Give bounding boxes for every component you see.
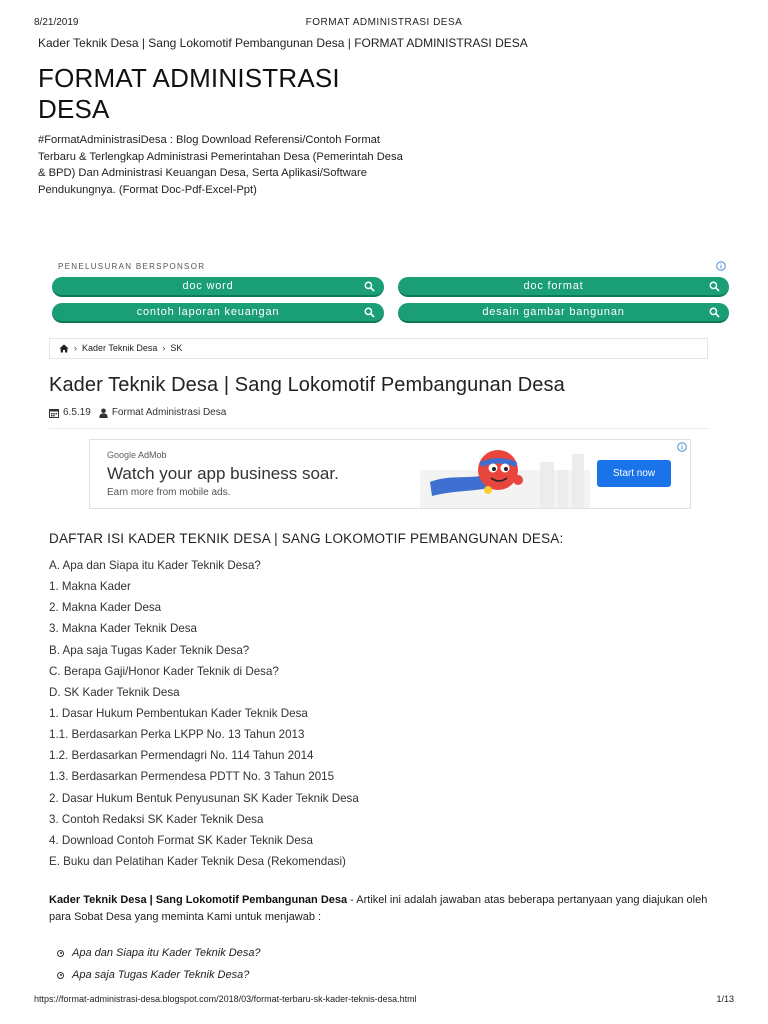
post-title: Kader Teknik Desa | Sang Lokomotif Pembangunan Desa [49,374,565,396]
info-icon[interactable] [716,261,726,271]
search-icon [364,281,375,292]
admob-logo [107,450,167,460]
search-icon [364,307,375,318]
toc-item[interactable]: 2. Dasar Hukum Bentuk Penyusunan SK Kader Teknik Desa [49,791,359,805]
circle-bullet-icon [57,950,64,957]
breadcrumb-item-sk[interactable]: SK [170,343,183,353]
sponsored-search-label: doc word [182,280,234,292]
print-header-title: FORMAT ADMINISTRASI DESA [305,17,463,28]
flying-mascot-illustration [420,440,590,509]
toc-item[interactable]: 1.2. Berdasarkan Permendagri No. 114 Tahun 2014 [49,749,314,763]
admob-advertisement[interactable] [89,439,691,509]
toc-item[interactable]: A. Apa dan Siapa itu Kader Teknik Desa? [49,559,261,572]
sponsored-search-contoh-laporan-keuangan[interactable] [52,303,384,323]
ad-headline[interactable]: Watch your app business soar. [107,464,339,483]
blog-title-line2: DESA [38,94,110,124]
list-item [57,964,261,986]
sponsored-search-label: contoh laporan keuangan [136,306,280,318]
toc-item[interactable]: 1. Makna Kader [49,580,131,594]
breadcrumb [49,338,708,359]
toc-item[interactable]: 1.3. Berdasarkan Permendesa PDTT No. 3 Tahun 2015 [49,770,335,784]
search-icon [709,281,720,292]
toc-item[interactable]: 1. Dasar Hukum Pembentukan Kader Teknik Desa [49,706,308,720]
google-wordmark: Google [107,450,137,460]
ad-choices-icon[interactable] [677,442,687,452]
toc-item[interactable]: 4. Download Contoh Format SK Kader Teknik Desa [49,833,314,847]
blog-title[interactable] [38,63,398,125]
toc-item[interactable]: 3. Makna Kader Teknik Desa [49,622,198,636]
toc-heading: DAFTAR ISI KADER TEKNIK DESA | SANG LOKOMOTIF PEMBANGUNAN DESA: [49,531,564,546]
toc-item[interactable]: 3. Contoh Redaksi SK Kader Teknik Desa [49,812,264,826]
search-icon [709,307,720,318]
print-date: 8/21/2019 [34,17,79,28]
intro-paragraph [49,892,717,926]
calendar-icon [49,408,59,418]
print-page-number: 1/13 [716,994,734,1004]
post-date[interactable]: 6.5.19 [63,407,91,418]
toc-item[interactable]: B. Apa saja Tugas Kader Teknik Desa? [49,643,250,657]
page-title: Kader Teknik Desa | Sang Lokomotif Pembangunan Desa | FORMAT ADMINISTRASI DESA [38,36,528,50]
intro-bold-title: Kader Teknik Desa | Sang Lokomotif Pembangunan Desa [49,894,348,906]
divider [49,428,709,429]
blog-title-line1: FORMAT ADMINISTRASI [38,63,340,93]
user-icon [99,408,108,418]
sponsored-search-label: desain gambar bangunan [482,306,625,318]
table-of-contents [49,558,359,875]
toc-item[interactable]: 2. Makna Kader Desa [49,601,162,615]
print-footer-url: https://format-administrasi-desa.blogspot.com/2018/03/format-terbaru-sk-kader-teknis-desa.html [34,994,417,1004]
question-text: Apa dan Siapa itu Kader Teknik Desa? [72,947,261,959]
sponsored-search-label: doc format [523,280,584,292]
sponsored-label: PENELUSURAN BERSPONSOR [58,262,206,271]
circle-bullet-icon [57,972,64,979]
blog-description: #FormatAdministrasiDesa : Blog Download Referensi/Contoh Format Terbaru & Terlengkap Administrasi Pemerintahan Desa (Pemerintah Desa & BPD) Dan Administrasi Keuangan Desa, Serta Aplikasi/Software Pendukungnya. (Format Doc-Pdf-Excel-Ppt) [38,134,403,196]
chevron-right-icon: › [162,343,166,353]
chevron-right-icon: › [74,343,77,353]
start-now-button[interactable]: Start now [597,460,671,487]
toc-item[interactable]: 1.1. Berdasarkan Perka LKPP No. 13 Tahun 2013 [49,728,305,742]
ad-subtext: Earn more from mobile ads. [107,487,231,498]
toc-item[interactable]: C. Berapa Gaji/Honor Kader Teknik di Desa? [49,664,279,678]
admob-wordmark: AdMob [138,450,167,460]
intro-text: - Artikel ini adalah jawaban atas beberapa pertanyaan yang diajukan oleh para Sobat Desa yang meminta Kami untuk menjawab : [49,894,708,923]
question-list [57,942,261,986]
home-icon[interactable] [59,344,69,353]
list-item [57,942,261,964]
sponsored-search-doc-word[interactable] [52,277,384,297]
toc-item[interactable]: E. Buku dan Pelatihan Kader Teknik Desa (Rekomendasi) [49,854,346,868]
sponsored-search-doc-format[interactable] [398,277,729,297]
sponsored-search-desain-gambar-bangunan[interactable] [398,303,729,323]
post-author[interactable]: Format Administrasi Desa [111,407,227,418]
breadcrumb-item-kader-teknik-desa[interactable]: Kader Teknik Desa [82,343,158,353]
question-text: Apa saja Tugas Kader Teknik Desa? [72,969,250,981]
post-meta [49,407,226,418]
toc-item[interactable]: D. SK Kader Teknik Desa [49,685,180,699]
